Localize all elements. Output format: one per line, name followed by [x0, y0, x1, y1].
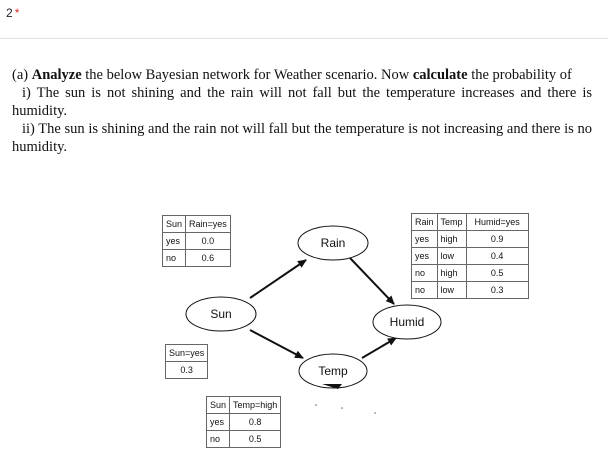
edge-temp-humid: [362, 338, 396, 358]
table-header-cell: Sun: [207, 397, 230, 414]
item-i: i) The sun is not shining and the rain will not fall but the temperature increases and there is humidity.: [12, 85, 592, 119]
table-cell: yes: [412, 231, 438, 248]
table-cell: low: [437, 282, 466, 299]
question-number-text: 2: [6, 6, 13, 20]
temp-cpt-table: [206, 396, 281, 448]
part-a-prefix: (a): [12, 67, 32, 83]
part-a-bold-calculate: calculate: [412, 67, 468, 83]
node-humid-label: Humid: [389, 315, 425, 329]
table-cell: yes: [207, 414, 230, 431]
table-cell: no: [412, 265, 438, 282]
table-cell: 0.4: [466, 248, 528, 265]
table-cell: no: [412, 282, 438, 299]
sun-cpt-table: [165, 344, 208, 379]
table-row: [166, 362, 208, 379]
table-cell: 0.6: [186, 250, 231, 267]
table-row: [412, 282, 529, 299]
table-row: [412, 231, 529, 248]
required-marker: *: [14, 6, 20, 20]
table-cell: no: [207, 431, 230, 448]
table-row: [412, 265, 529, 282]
table-row: [207, 414, 281, 431]
table-row: [207, 431, 281, 448]
scan-dot: [341, 407, 343, 409]
table-header-cell: Temp: [437, 214, 466, 231]
table-cell: yes: [163, 233, 186, 250]
node-sun-label: Sun: [210, 307, 232, 321]
table-header-cell: Temp=high: [230, 397, 281, 414]
table-header-row: [412, 214, 529, 231]
node-temp-label: Temp: [318, 364, 348, 378]
table-header-row: [166, 345, 208, 362]
scan-dot: [374, 412, 376, 414]
table-cell: low: [437, 248, 466, 265]
table-cell: 0.9: [466, 231, 528, 248]
table-header-row: [207, 397, 281, 414]
table-cell: 0.8: [230, 414, 281, 431]
table-cell: no: [163, 250, 186, 267]
part-a-end: the probability of: [467, 67, 572, 83]
table-cell: 0.3: [166, 362, 208, 379]
humid-cpt-table: [411, 213, 529, 299]
table-cell: 0.3: [466, 282, 528, 299]
table-cell: 0.5: [230, 431, 281, 448]
table-cell: 0.5: [466, 265, 528, 282]
scan-dot: [315, 404, 317, 406]
part-a-mid: the below Bayesian network for Weather scenario. Now: [81, 67, 413, 83]
table-cell: yes: [412, 248, 438, 265]
table-header-row: [163, 216, 231, 233]
table-cell: high: [437, 231, 466, 248]
table-row: [412, 248, 529, 265]
table-header-cell: Sun: [163, 216, 186, 233]
table-cell: high: [437, 265, 466, 282]
table-cell: 0.0: [186, 233, 231, 250]
part-a-bold-analyze: Analyze: [31, 67, 82, 83]
table-header-cell: Sun=yes: [166, 345, 208, 362]
table-row: [163, 233, 231, 250]
table-header-cell: Rain: [412, 214, 438, 231]
node-rain-label: Rain: [320, 236, 346, 250]
table-row: [163, 250, 231, 267]
table-header-cell: Rain=yes: [186, 216, 231, 233]
item-ii: ii) The sun is shining and the rain not will fall but the temperature is not increasing and there is no humidity.: [12, 121, 592, 155]
table-header-cell: Humid=yes: [466, 214, 528, 231]
edge-sun-temp: [250, 330, 303, 358]
edge-rain-humid: [350, 258, 394, 304]
rain-cpt-table: [162, 215, 231, 267]
edge-sun-rain: [250, 260, 306, 298]
